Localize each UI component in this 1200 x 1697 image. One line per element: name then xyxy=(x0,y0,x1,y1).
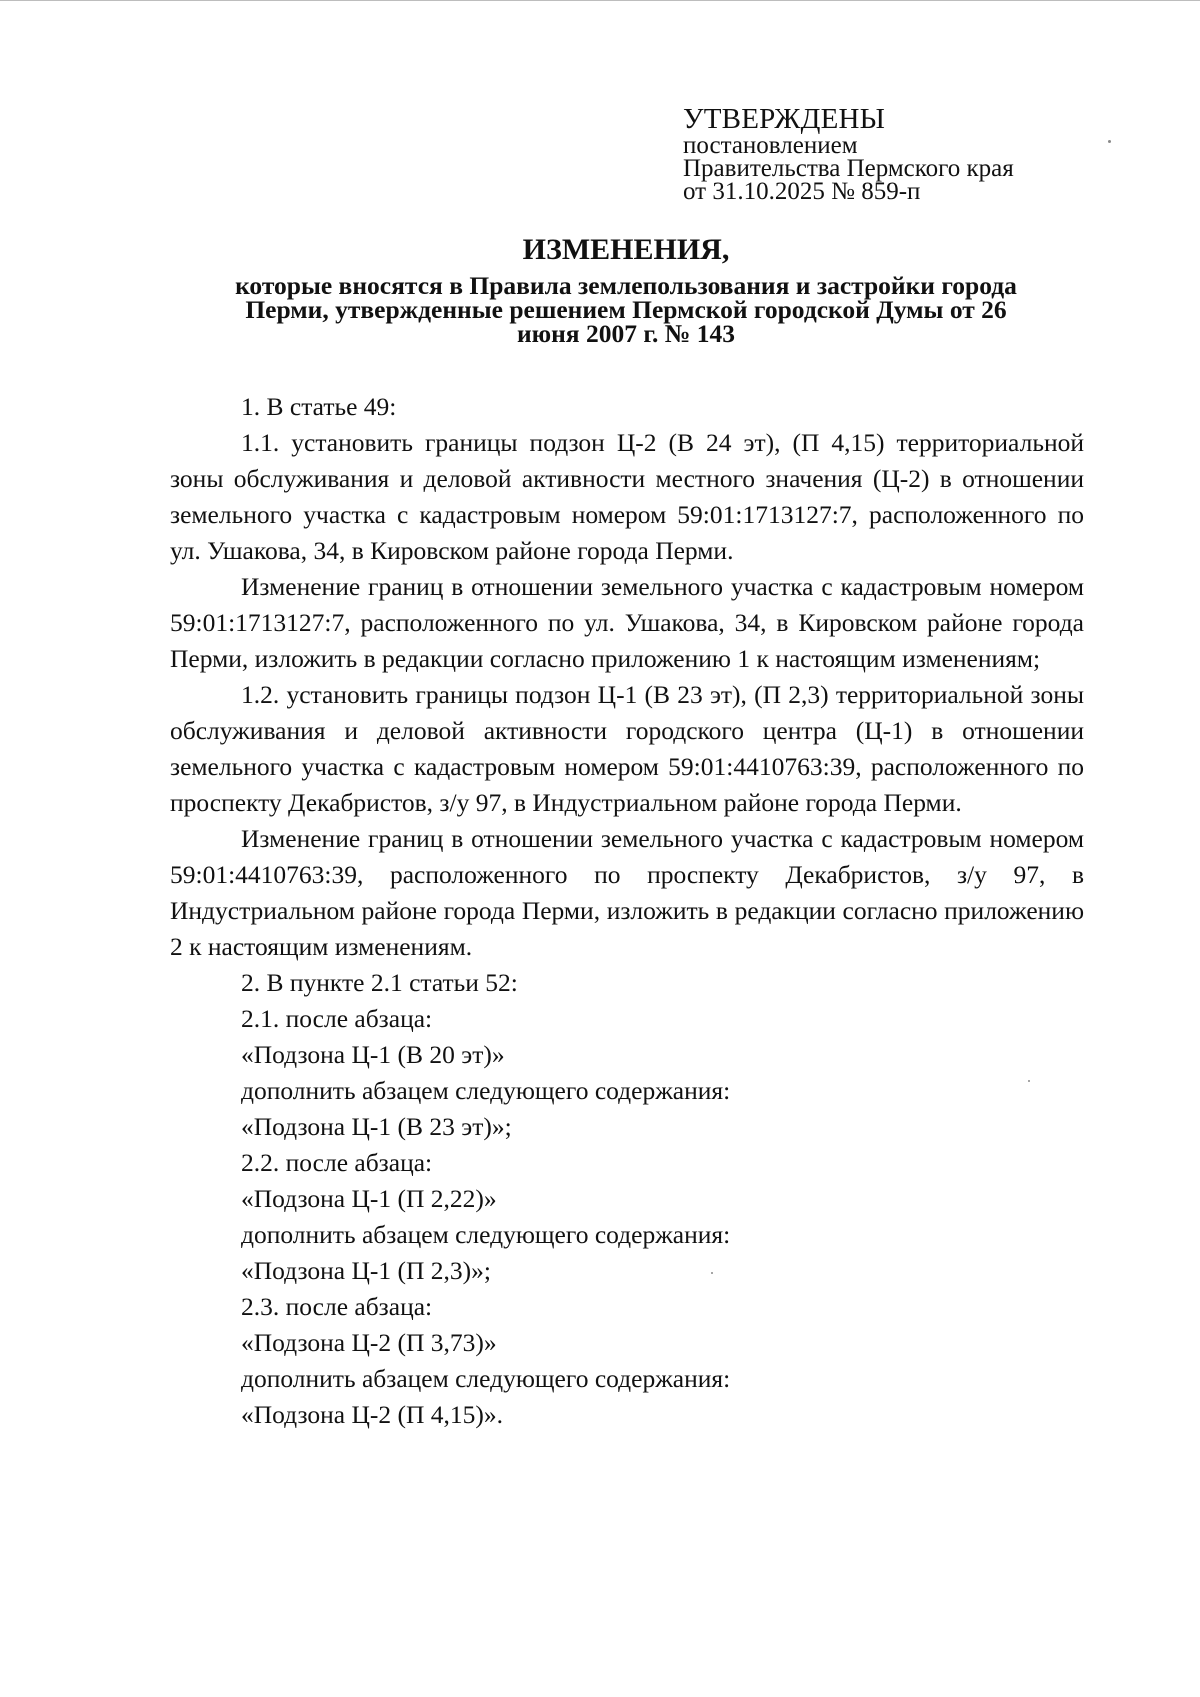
approval-heading: УТВЕРЖДЕНЫ xyxy=(683,103,886,135)
paragraph-1-1: 1.1. установить границы подзон Ц-2 (В 24 эт), (П 4,15) территориальной зоны обслуживания и деловой активности местного значения (Ц-2) в отношении земельного участка с кадастровым номером 59:01:1713127:7, расположенного по ул. Ушакова, 34, в Кировском районе города Перми. xyxy=(170,428,1084,565)
list-line: дополнить абзацем следующего содержания: xyxy=(241,1220,731,1249)
document-subtitle: которые вносятся в Правила землепользования и застройки города Перми, утвержденные решением Пермской городской Думы от 26 июня 2007 г. № 143 xyxy=(235,271,1017,348)
list-line: дополнить абзацем следующего содержания: xyxy=(241,1076,731,1105)
list-line: «Подзона Ц-1 (В 23 эт)»; xyxy=(241,1112,512,1141)
list-line: «Подзона Ц-2 (П 4,15)». xyxy=(241,1400,504,1429)
list-line: «Подзона Ц-1 (П 2,3)»; xyxy=(241,1256,491,1285)
document-title: ИЗМЕНЕНИЯ, xyxy=(522,233,730,266)
list-line: дополнить абзацем следующего содержания: xyxy=(241,1364,731,1393)
scan-top-edge xyxy=(0,0,1200,1)
list-line: 2. В пункте 2.1 статьи 52: xyxy=(241,968,518,997)
list-line: «Подзона Ц-2 (П 3,73)» xyxy=(241,1328,497,1357)
approval-line: Правительства Пермского края xyxy=(683,155,1014,182)
approval-stamp xyxy=(683,104,1123,203)
paragraph-1-2-change: Изменение границ в отношении земельного участка с кадастровым номером 59:01:4410763:39, расположенного по проспекту Декабристов, з/у 97, в Индустриальном районе города Перми, изложить в редакции согласно приложению 2 к настоящим изменениям. xyxy=(170,824,1084,961)
paragraph-1-1-change: Изменение границ в отношении земельного участка с кадастровым номером 59:01:1713127:7, расположенного по ул. Ушакова, 34, в Кировском районе города Перми, изложить в редакции согласно приложению 1 к настоящим изменениям; xyxy=(170,572,1084,673)
paragraph-1-2: 1.2. установить границы подзон Ц-1 (В 23 эт), (П 2,3) территориальной зоны обслуживания и деловой активности городского центра (Ц-1) в отношении земельного участка с кадастровым номером 59:01:4410763:39, расположенного по проспекту Декабристов, з/у 97, в Индустриальном районе города Перми. xyxy=(170,680,1084,817)
approval-line: от 31.10.2025 № 859-п xyxy=(683,178,921,205)
approval-line: постановлением xyxy=(683,132,858,159)
list-line: «Подзона Ц-1 (П 2,22)» xyxy=(241,1184,497,1213)
article-49-heading: 1. В статье 49: xyxy=(241,392,397,421)
document-body xyxy=(170,389,1084,1433)
list-line: 2.2. после абзаца: xyxy=(241,1148,433,1177)
list-line: 2.1. после абзаца: xyxy=(241,1004,433,1033)
list-line: 2.3. после абзаца: xyxy=(241,1292,433,1321)
list-line: «Подзона Ц-1 (В 20 эт)» xyxy=(241,1040,505,1069)
